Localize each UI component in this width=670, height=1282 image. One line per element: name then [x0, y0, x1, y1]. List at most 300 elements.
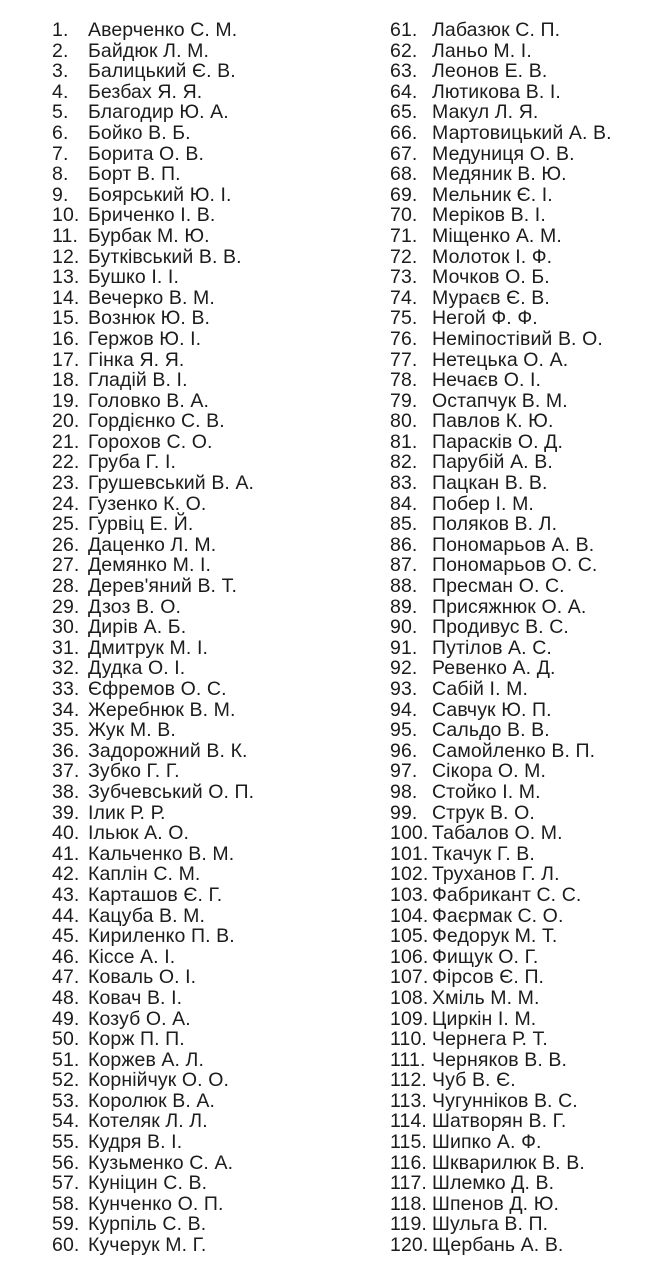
list-item-name: Труханов Г. Л. [432, 863, 560, 886]
list-item-name: Вознюк Ю. В. [88, 307, 211, 330]
list-item-name: Мочков О. Б. [432, 266, 550, 289]
list-item-name: Бурбак М. Ю. [88, 224, 210, 247]
list-item-number: 63. [390, 60, 418, 83]
list-item-name: Пресман О. С. [432, 575, 565, 598]
list-item-number: 110. [390, 1028, 427, 1051]
list-item [52, 164, 382, 185]
list-item-name: Курпіль С. В. [88, 1213, 207, 1236]
list-item [52, 370, 382, 391]
list-item-number: 80. [390, 410, 418, 433]
list-item [390, 967, 665, 988]
list-item-name: Молоток І. Ф. [432, 245, 553, 268]
list-item-name: Гладій В. І. [88, 369, 188, 392]
list-item-name: Гузенко К. О. [88, 492, 207, 515]
list-item [52, 576, 382, 597]
list-item [52, 1214, 382, 1235]
list-item-number: 88. [390, 575, 418, 598]
list-item [52, 1173, 382, 1194]
list-item-name: Благодир Ю. А. [88, 101, 229, 124]
list-item-number: 76. [390, 327, 418, 350]
list-item [52, 844, 382, 865]
list-item [52, 597, 382, 618]
list-item [390, 720, 665, 741]
list-item [390, 1194, 665, 1215]
list-item-number: 69. [390, 183, 418, 206]
list-item [390, 144, 665, 165]
list-item-number: 30. [52, 616, 80, 639]
list-item-name: Кацуба В. М. [88, 904, 206, 927]
list-item-number: 28. [52, 575, 80, 598]
list-item [52, 102, 382, 123]
list-item-name: Сальдо В. В. [432, 719, 550, 742]
list-item-name: Кунченко О. П. [88, 1192, 224, 1215]
list-item-name: Котеляк Л. Л. [88, 1110, 208, 1133]
list-item-name: Нечаєв О. І. [432, 369, 542, 392]
list-item [52, 226, 382, 247]
list-item [52, 967, 382, 988]
list-item-number: 70. [390, 204, 418, 227]
list-item-name: Ланьо М. І. [432, 39, 532, 62]
list-item-name: Бушко І. І. [88, 266, 179, 289]
list-item-number: 23. [52, 472, 80, 495]
list-item [390, 391, 665, 412]
list-item-number: 120. [390, 1234, 429, 1257]
list-item-number: 111. [390, 1048, 426, 1071]
list-item [390, 700, 665, 721]
list-item-name: Дудка О. І. [88, 657, 186, 680]
list-item-number: 105. [390, 925, 429, 948]
list-item-number: 42. [52, 863, 80, 886]
list-item-number: 12. [52, 245, 80, 268]
list-item-number: 18. [52, 369, 80, 392]
list-item-name: Дзоз В. О. [88, 595, 181, 618]
list-item-number: 109. [390, 1007, 429, 1030]
list-item [390, 885, 665, 906]
list-item-number: 92. [390, 657, 418, 680]
list-item-number: 118. [390, 1192, 427, 1215]
list-item [52, 1132, 382, 1153]
list-item-name: Сабій І. М. [432, 678, 528, 700]
list-item [52, 1111, 382, 1132]
list-item [390, 535, 665, 556]
list-item-number: 108. [390, 986, 429, 1009]
list-item-name: Поляков В. Л. [432, 513, 558, 536]
list-item-number: 104. [390, 904, 429, 927]
list-item [390, 761, 665, 782]
list-item-number: 91. [390, 636, 418, 659]
list-item [390, 782, 665, 803]
list-item [390, 164, 665, 185]
list-item [52, 1091, 382, 1112]
list-item-name: Карташов Є. Г. [88, 883, 223, 906]
list-item-number: 20. [52, 410, 80, 433]
list-item-name: Пономарьов А. В. [432, 533, 595, 556]
list-item-number: 15. [52, 307, 80, 330]
list-item [390, 741, 665, 762]
list-item-name: Корнійчук О. О. [88, 1069, 229, 1092]
list-item-name: Щербань А. В. [432, 1234, 564, 1257]
list-item-number: 46. [52, 945, 80, 968]
list-item-name: Дирів А. Б. [88, 616, 187, 639]
list-item [52, 288, 382, 309]
list-item-name: Хміль М. М. [432, 986, 540, 1009]
list-item-number: 116. [390, 1151, 427, 1174]
list-item-number: 68. [390, 163, 418, 186]
list-item-name: Міщенко А. М. [432, 224, 562, 247]
list-item-name: Головко В. А. [88, 389, 210, 412]
list-item [52, 41, 382, 62]
list-item-name: Безбах Я. Я. [88, 80, 203, 103]
list-item-number: 27. [52, 554, 80, 577]
list-item-number: 78. [390, 369, 418, 392]
list-item [52, 1153, 382, 1174]
list-item-name: Неміпостівий В. О. [432, 327, 603, 350]
list-item-name: Бойко В. Б. [88, 121, 191, 144]
list-item [390, 576, 665, 597]
list-item-number: 37. [52, 760, 80, 783]
list-item [390, 864, 665, 885]
list-item-number: 82. [390, 451, 418, 474]
list-item [390, 1235, 665, 1256]
list-item [390, 205, 665, 226]
list-item-number: 40. [52, 822, 80, 845]
list-item-number: 72. [390, 245, 418, 268]
list-item [390, 41, 665, 62]
list-item-number: 47. [52, 966, 80, 989]
list-item-name: Коржев А. Л. [88, 1048, 204, 1071]
list-item [52, 205, 382, 226]
list-item [52, 720, 382, 741]
list-item-number: 71. [390, 224, 418, 247]
list-item-number: 90. [390, 616, 418, 639]
list-item-name: Струк В. О. [432, 801, 535, 824]
list-item [390, 1153, 665, 1174]
list-item-number: 44. [52, 904, 80, 927]
list-item [390, 247, 665, 268]
list-item-number: 101. [390, 842, 429, 865]
list-item [52, 452, 382, 473]
list-item-name: Фищук О. Г. [432, 945, 539, 968]
list-item-name: Павлов К. Ю. [432, 410, 554, 433]
list-item-number: 41. [52, 842, 80, 865]
list-item-name: Лютикова В. І. [432, 80, 561, 103]
list-item-name: Продивус В. С. [432, 616, 569, 639]
list-item-number: 55. [52, 1131, 80, 1154]
list-item-name: Борт В. П. [88, 163, 181, 186]
list-item-number: 52. [52, 1069, 80, 1092]
list-item [390, 988, 665, 1009]
list-item-number: 84. [390, 492, 418, 515]
list-item-name: Кудря В. І. [88, 1131, 183, 1154]
list-item-number: 61. [390, 19, 418, 41]
list-item [52, 411, 382, 432]
list-item-number: 38. [52, 780, 80, 803]
list-item-name: Нетецька О. А. [432, 348, 569, 371]
list-item-name: Савчук Ю. П. [432, 698, 552, 721]
list-item-number: 39. [52, 801, 80, 824]
list-item [390, 288, 665, 309]
list-item [390, 411, 665, 432]
list-item-name: Дмитрук М. І. [88, 636, 208, 659]
list-item [52, 267, 382, 288]
list-item [390, 267, 665, 288]
list-item-name: Гінка Я. Я. [88, 348, 185, 371]
list-item-name: Фабрикант С. С. [432, 883, 582, 906]
list-item-number: 54. [52, 1110, 80, 1133]
list-item-name: Шлемко Д. В. [432, 1172, 555, 1195]
list-item-name: Груба Г. І. [88, 451, 176, 474]
list-item-name: Мураєв Є. В. [432, 286, 550, 309]
list-item-name: Фаєрмак С. О. [432, 904, 564, 927]
list-item-name: Вечерко В. М. [88, 286, 215, 309]
list-item-name: Байдюк Л. М. [88, 39, 209, 62]
list-item [52, 1009, 382, 1030]
list-item [390, 658, 665, 679]
list-item-name: Федорук М. Т. [432, 925, 558, 948]
list-item [390, 350, 665, 371]
list-item [52, 741, 382, 762]
list-item-number: 106. [390, 945, 429, 968]
list-item-name: Остапчук В. М. [432, 389, 568, 412]
list-item-name: Парасків О. Д. [432, 430, 563, 453]
list-item-name: Жук М. В. [88, 719, 176, 742]
list-item-number: 14. [52, 286, 80, 309]
list-item-number: 100. [390, 822, 429, 845]
list-item-name: Кузьменко С. А. [88, 1151, 234, 1174]
list-item-number: 21. [52, 430, 80, 453]
list-item [390, 329, 665, 350]
list-item-name: Ілик Р. Р. [88, 801, 166, 824]
list-item-name: Чуб В. Є. [432, 1069, 516, 1092]
list-item-name: Путілов А. С. [432, 636, 552, 659]
list-item [390, 494, 665, 515]
list-item [390, 947, 665, 968]
list-item-number: 43. [52, 883, 80, 906]
list-item [52, 885, 382, 906]
list-item-name: Макул Л. Я. [432, 101, 539, 124]
list-item-name: Балицький Є. В. [88, 60, 236, 83]
list-item-number: 10. [52, 204, 80, 227]
list-item-number: 16. [52, 327, 80, 350]
list-item [390, 514, 665, 535]
list-item-number: 64. [390, 80, 418, 103]
list-item-number: 2. [52, 39, 69, 62]
list-item-number: 97. [390, 760, 418, 783]
list-item-name: Меріков В. І. [432, 204, 546, 227]
list-item-number: 32. [52, 657, 80, 680]
list-item-number: 5. [52, 101, 69, 124]
list-item [52, 391, 382, 412]
list-item-number: 48. [52, 986, 80, 1009]
list-item [52, 432, 382, 453]
list-item-number: 96. [390, 739, 418, 762]
list-item-number: 25. [52, 513, 80, 536]
list-item-name: Бриченко І. В. [88, 204, 216, 227]
name-list-left-column [52, 20, 382, 1256]
list-item-name: Бутківський В. В. [88, 245, 242, 268]
list-item-name: Пономарьов О. С. [432, 554, 598, 577]
list-item [390, 679, 665, 700]
list-item-number: 24. [52, 492, 80, 515]
list-item-name: Шипко А. Ф. [432, 1131, 542, 1154]
list-item-name: Побер І. М. [432, 492, 534, 515]
list-item [52, 535, 382, 556]
list-item [52, 906, 382, 927]
list-item [52, 61, 382, 82]
list-item-number: 62. [390, 39, 418, 62]
list-item [390, 1050, 665, 1071]
list-item-name: Борита О. В. [88, 142, 204, 165]
list-item [390, 597, 665, 618]
list-item-number: 31. [52, 636, 80, 659]
list-item-number: 53. [52, 1089, 80, 1112]
list-item-number: 33. [52, 678, 80, 700]
list-item [390, 226, 665, 247]
list-item-name: Парубій А. В. [432, 451, 553, 474]
list-item-name: Ткачук Г. В. [432, 842, 535, 865]
list-item-name: Куніцин С. В. [88, 1172, 208, 1195]
list-item-number: 7. [52, 142, 69, 165]
list-item [52, 350, 382, 371]
list-item-number: 56. [52, 1151, 80, 1174]
list-item [52, 782, 382, 803]
list-item [390, 452, 665, 473]
list-item-number: 103. [390, 883, 429, 906]
list-item-number: 81. [390, 430, 418, 453]
list-item [390, 1132, 665, 1153]
list-item-name: Боярський Ю. І. [88, 183, 232, 206]
list-item-number: 87. [390, 554, 418, 577]
list-item [52, 555, 382, 576]
list-item [390, 185, 665, 206]
list-item-name: Козуб О. А. [88, 1007, 191, 1030]
list-item [52, 658, 382, 679]
list-item-number: 93. [390, 678, 418, 700]
list-item [390, 1173, 665, 1194]
list-item-number: 98. [390, 780, 418, 803]
list-item-name: Лабазюк С. П. [432, 19, 561, 41]
list-item [52, 638, 382, 659]
list-item-number: 29. [52, 595, 80, 618]
list-item-name: Коваль О. І. [88, 966, 197, 989]
list-item-number: 60. [52, 1234, 80, 1257]
list-item-name: Негой Ф. Ф. [432, 307, 538, 330]
list-item [52, 185, 382, 206]
list-item-name: Жеребнюк В. М. [88, 698, 236, 721]
list-item-number: 34. [52, 698, 80, 721]
list-item-number: 50. [52, 1028, 80, 1051]
list-item-name: Аверченко С. М. [88, 19, 238, 41]
list-item [390, 926, 665, 947]
list-item-number: 59. [52, 1213, 80, 1236]
list-item-name: Самойленко В. П. [432, 739, 596, 762]
list-item-number: 4. [52, 80, 69, 103]
list-item-name: Грушевський В. А. [88, 472, 255, 495]
list-item [390, 1214, 665, 1235]
list-item [52, 144, 382, 165]
list-item-name: Дерев'яний В. Т. [88, 575, 237, 598]
list-item-name: Ковач В. І. [88, 986, 183, 1009]
list-item-number: 67. [390, 142, 418, 165]
list-item-name: Гержов Ю. І. [88, 327, 202, 350]
list-item [390, 123, 665, 144]
list-item-number: 115. [390, 1131, 427, 1154]
list-item [390, 823, 665, 844]
list-item [390, 1029, 665, 1050]
list-item-number: 113. [390, 1089, 427, 1112]
name-list-right-column [390, 20, 665, 1256]
list-item [52, 1029, 382, 1050]
list-item-number: 102. [390, 863, 429, 886]
list-item-number: 9. [52, 183, 69, 206]
list-item-number: 77. [390, 348, 418, 371]
list-item-number: 83. [390, 472, 418, 495]
list-item-name: Мельник Є. І. [432, 183, 553, 206]
list-item-number: 51. [52, 1048, 80, 1071]
list-item [52, 617, 382, 638]
list-item-number: 75. [390, 307, 418, 330]
list-item-number: 58. [52, 1192, 80, 1215]
list-item-name: Ревенко А. Д. [432, 657, 556, 680]
list-item-number: 13. [52, 266, 80, 289]
list-item-name: Чернега Р. Т. [432, 1028, 548, 1051]
list-item-name: Леонов Е. В. [432, 60, 548, 83]
list-item-name: Присяжнюк О. А. [432, 595, 587, 618]
list-item-name: Ільюк А. О. [88, 822, 190, 845]
list-item [52, 1070, 382, 1091]
list-item [390, 370, 665, 391]
list-item-name: Корж П. П. [88, 1028, 185, 1051]
list-item [390, 432, 665, 453]
list-item [390, 102, 665, 123]
list-item [52, 761, 382, 782]
list-item [52, 823, 382, 844]
list-item-name: Шатворян В. Г. [432, 1110, 567, 1133]
list-item [52, 803, 382, 824]
list-item-number: 99. [390, 801, 418, 824]
list-item-number: 85. [390, 513, 418, 536]
list-item [52, 473, 382, 494]
list-item-name: Демянко М. І. [88, 554, 212, 577]
list-item-name: Стойко І. М. [432, 780, 541, 803]
list-item-name: Табалов О. М. [432, 822, 563, 845]
list-item-name: Гордієнко С. В. [88, 410, 225, 433]
list-item-number: 1. [52, 19, 69, 41]
list-item-number: 11. [52, 224, 78, 247]
list-item [52, 123, 382, 144]
list-item-name: Сікора О. М. [432, 760, 546, 783]
list-item-number: 22. [52, 451, 80, 474]
list-item [52, 700, 382, 721]
list-item-number: 112. [390, 1069, 427, 1092]
list-item [52, 926, 382, 947]
list-item-name: Горохов С. О. [88, 430, 213, 453]
list-item-number: 74. [390, 286, 418, 309]
list-item-name: Мартовицький А. В. [432, 121, 612, 144]
list-item-number: 6. [52, 121, 69, 144]
list-item [390, 20, 665, 41]
list-item [52, 20, 382, 41]
list-item-number: 86. [390, 533, 418, 556]
list-item [390, 844, 665, 865]
list-item [52, 308, 382, 329]
list-item [52, 1194, 382, 1215]
list-item-number: 35. [52, 719, 80, 742]
list-item [390, 617, 665, 638]
list-item [390, 638, 665, 659]
list-item [390, 906, 665, 927]
list-item-number: 26. [52, 533, 80, 556]
